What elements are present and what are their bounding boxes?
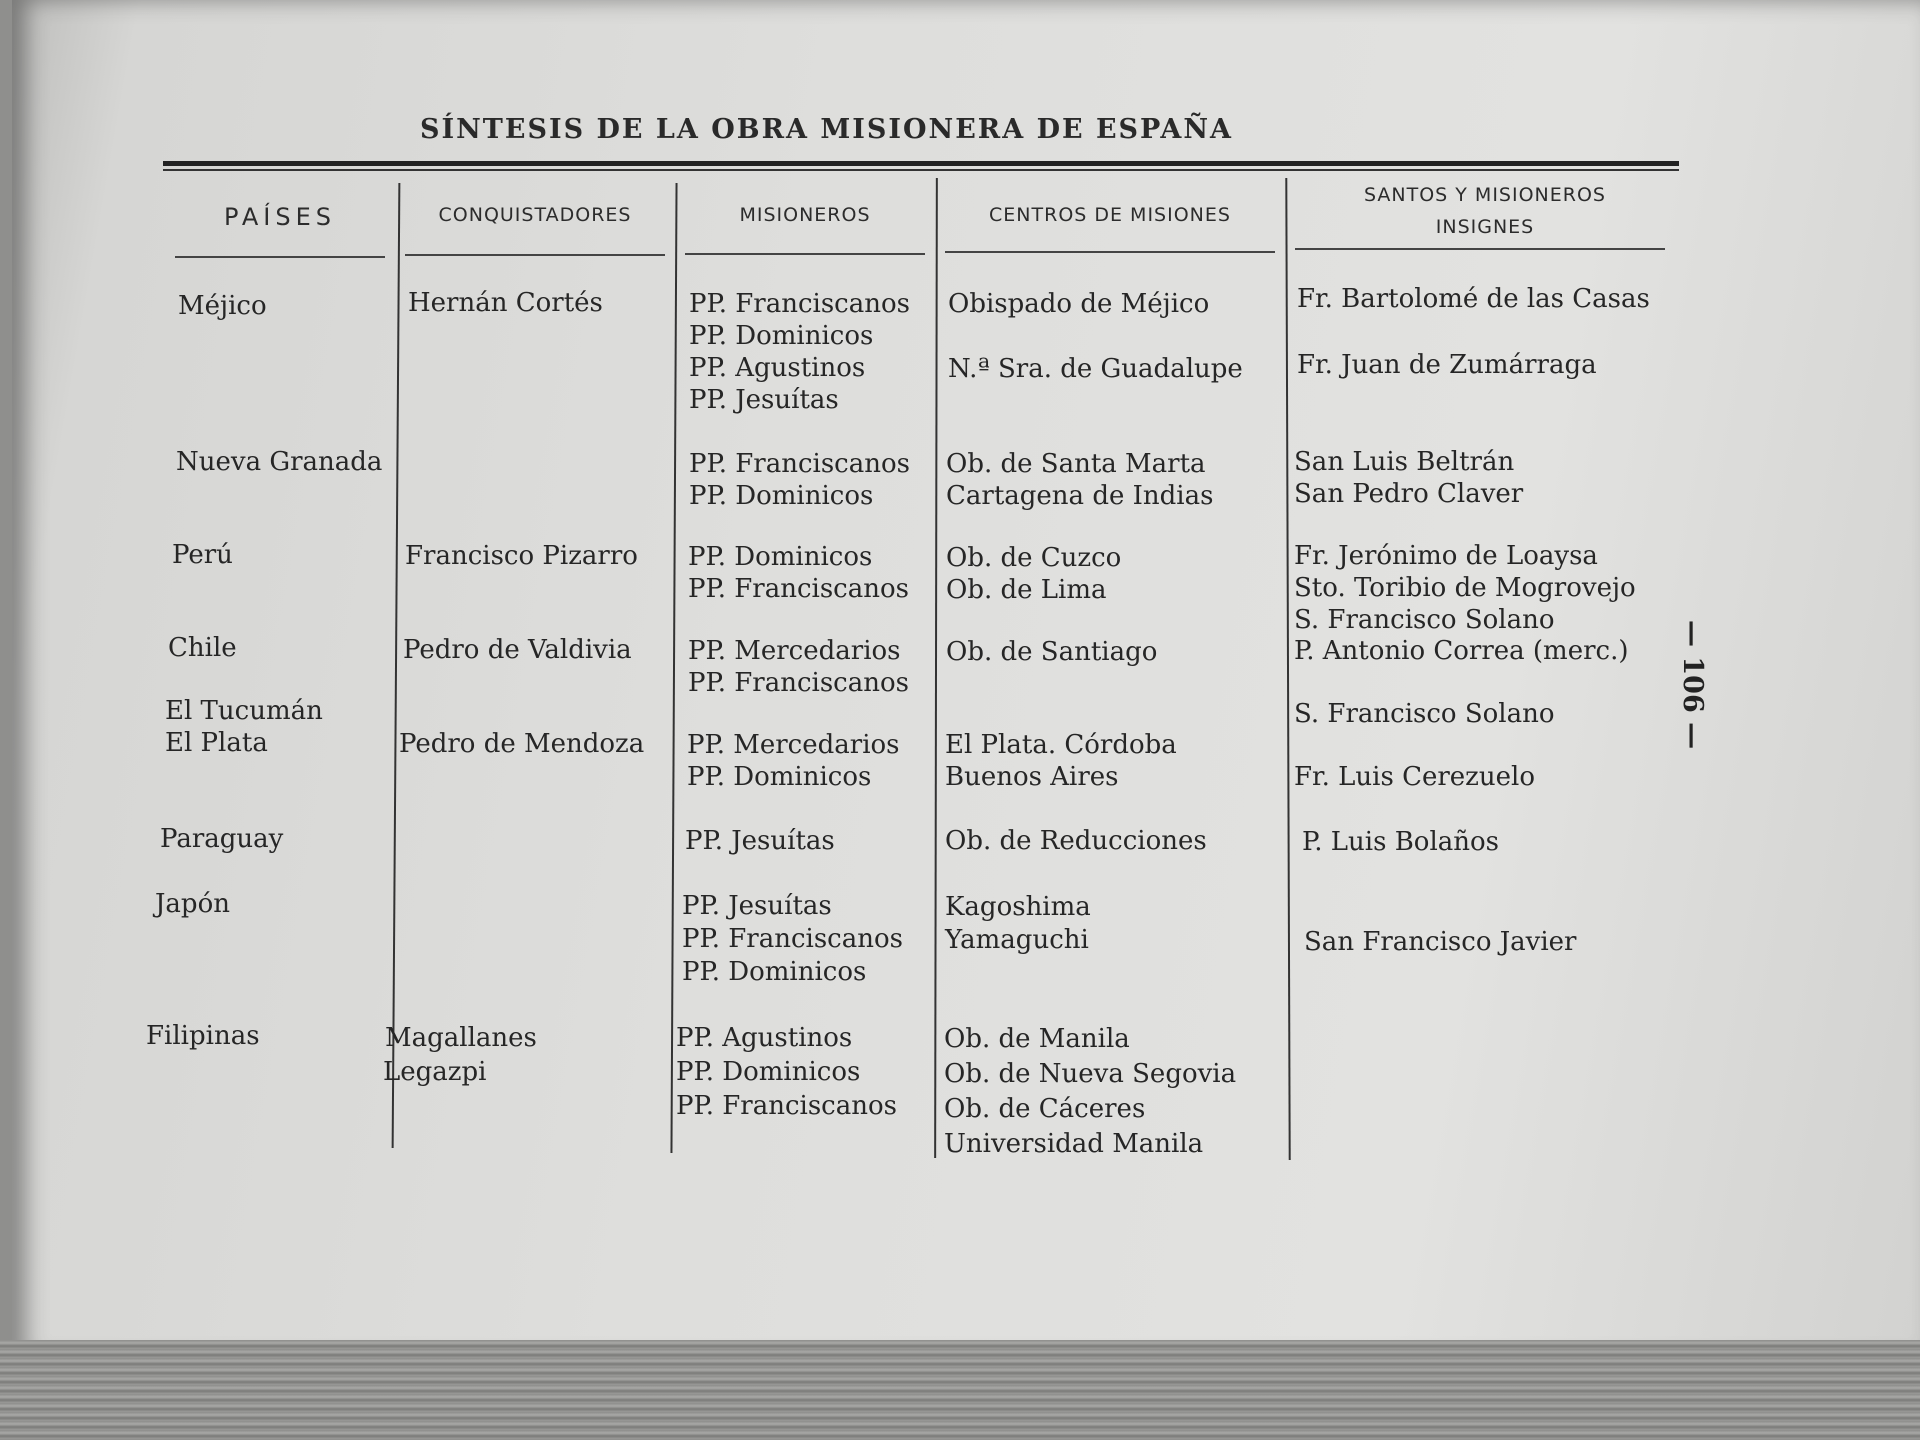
misionero-mejico: PP. Dominicos — [689, 321, 874, 351]
santo-peru: Sto. Toribio de Mogrovejo — [1294, 573, 1636, 603]
santo-tucuman: S. Francisco Solano — [1294, 699, 1555, 729]
centro-plata: El Plata. Córdoba — [945, 730, 1177, 760]
misionero-chile: PP. Mercedarios — [688, 636, 901, 666]
centro-filipinas: Universidad Manila — [944, 1129, 1204, 1159]
centro-peru: Ob. de Lima — [946, 575, 1107, 605]
header-underline — [685, 253, 925, 255]
misionero-nueva-granada: PP. Dominicos — [689, 481, 874, 511]
misionero-peru: PP. Franciscanos — [688, 574, 909, 604]
header-centros: CENTROS DE MISIONES — [989, 204, 1231, 226]
conquistador-filipinas-2: Legazpi — [383, 1057, 487, 1087]
country-nueva-granada: Nueva Granada — [176, 447, 383, 477]
conquistador-mejico: Hernán Cortés — [408, 288, 603, 318]
misionero-filipinas: PP. Agustinos — [676, 1023, 853, 1053]
header-misioneros: MISIONEROS — [739, 204, 871, 226]
conquistador-chile: Pedro de Valdivia — [403, 635, 632, 665]
header-conquistadores: CONQUISTADORES — [438, 204, 632, 226]
centro-paraguay: Ob. de Reducciones — [945, 826, 1207, 856]
header-santos-line2: INSIGNES — [1435, 216, 1535, 238]
misionero-peru: PP. Dominicos — [688, 542, 873, 572]
country-japon: Japón — [155, 889, 230, 919]
country-mejico: Méjico — [178, 291, 267, 321]
santo-peru: Fr. Jerónimo de Loaysa — [1294, 541, 1598, 571]
centro-filipinas: Ob. de Nueva Segovia — [944, 1059, 1237, 1089]
santo-mejico: Fr. Bartolomé de las Casas — [1297, 284, 1650, 314]
santo-peru: S. Francisco Solano — [1294, 605, 1555, 635]
santo-japon: San Francisco Javier — [1304, 927, 1577, 957]
title-rule — [163, 161, 1679, 166]
centro-filipinas: Ob. de Manila — [944, 1024, 1130, 1054]
centro-mejico: N.ª Sra. de Guadalupe — [948, 354, 1243, 384]
santo-paraguay: P. Luis Bolaños — [1302, 827, 1500, 857]
misionero-mejico: PP. Franciscanos — [689, 289, 910, 319]
misionero-plata: PP. Dominicos — [687, 762, 872, 792]
country-plata: El Plata — [165, 728, 268, 758]
conquistador-peru: Francisco Pizarro — [405, 541, 638, 571]
santo-nueva-granada: San Luis Beltrán — [1294, 447, 1515, 477]
header-santos-line1: SANTOS Y MISIONEROS — [1364, 184, 1606, 206]
centro-nueva-granada: Cartagena de Indias — [946, 481, 1214, 511]
conquistador-filipinas-1: Magallanes — [385, 1023, 537, 1053]
country-tucuman: El Tucumán — [165, 696, 323, 726]
misionero-paraguay: PP. Jesuítas — [685, 826, 835, 856]
country-paraguay: Paraguay — [160, 824, 284, 854]
santo-nueva-granada: San Pedro Claver — [1294, 479, 1524, 509]
page-number: — 106 — — [1677, 620, 1708, 750]
title-rule-thin — [163, 169, 1679, 171]
centro-chile: Ob. de Santiago — [946, 637, 1158, 667]
centro-japon: Kagoshima — [945, 892, 1091, 922]
page-title: SÍNTESIS DE LA OBRA MISIONERA DE ESPAÑA — [420, 114, 1233, 145]
country-chile: Chile — [168, 633, 237, 663]
header-underline — [175, 256, 385, 258]
misionero-japon: PP. Dominicos — [682, 957, 867, 987]
misionero-nueva-granada: PP. Franciscanos — [689, 449, 910, 479]
country-peru: Perú — [172, 540, 233, 570]
conquistador-plata: Pedro de Mendoza — [399, 729, 645, 759]
santo-chile: P. Antonio Correa (merc.) — [1294, 636, 1629, 666]
centro-peru: Ob. de Cuzco — [946, 543, 1122, 573]
misionero-filipinas: PP. Franciscanos — [676, 1091, 897, 1121]
misionero-japon: PP. Jesuítas — [682, 891, 832, 921]
misionero-mejico: PP. Jesuítas — [689, 385, 839, 415]
header-underline — [405, 254, 665, 256]
misionero-mejico: PP. Agustinos — [689, 353, 866, 383]
centro-japon: Yamaguchi — [945, 925, 1089, 955]
centro-mejico: Obispado de Méjico — [948, 289, 1210, 319]
centro-nueva-granada: Ob. de Santa Marta — [946, 449, 1206, 479]
santo-plata: Fr. Luis Cerezuelo — [1294, 762, 1535, 792]
book-page-edges — [0, 1340, 1920, 1440]
country-filipinas: Filipinas — [146, 1021, 260, 1051]
misionero-japon: PP. Franciscanos — [682, 924, 903, 954]
centro-plata: Buenos Aires — [945, 762, 1119, 792]
misionero-chile: PP. Franciscanos — [688, 668, 909, 698]
centro-filipinas: Ob. de Cáceres — [944, 1094, 1146, 1124]
misionero-filipinas: PP. Dominicos — [676, 1057, 861, 1087]
santo-mejico: Fr. Juan de Zumárraga — [1297, 350, 1597, 380]
header-paises: PAÍSES — [223, 203, 337, 231]
misionero-plata: PP. Mercedarios — [687, 730, 900, 760]
header-underline — [1295, 248, 1665, 250]
header-underline — [945, 251, 1275, 253]
